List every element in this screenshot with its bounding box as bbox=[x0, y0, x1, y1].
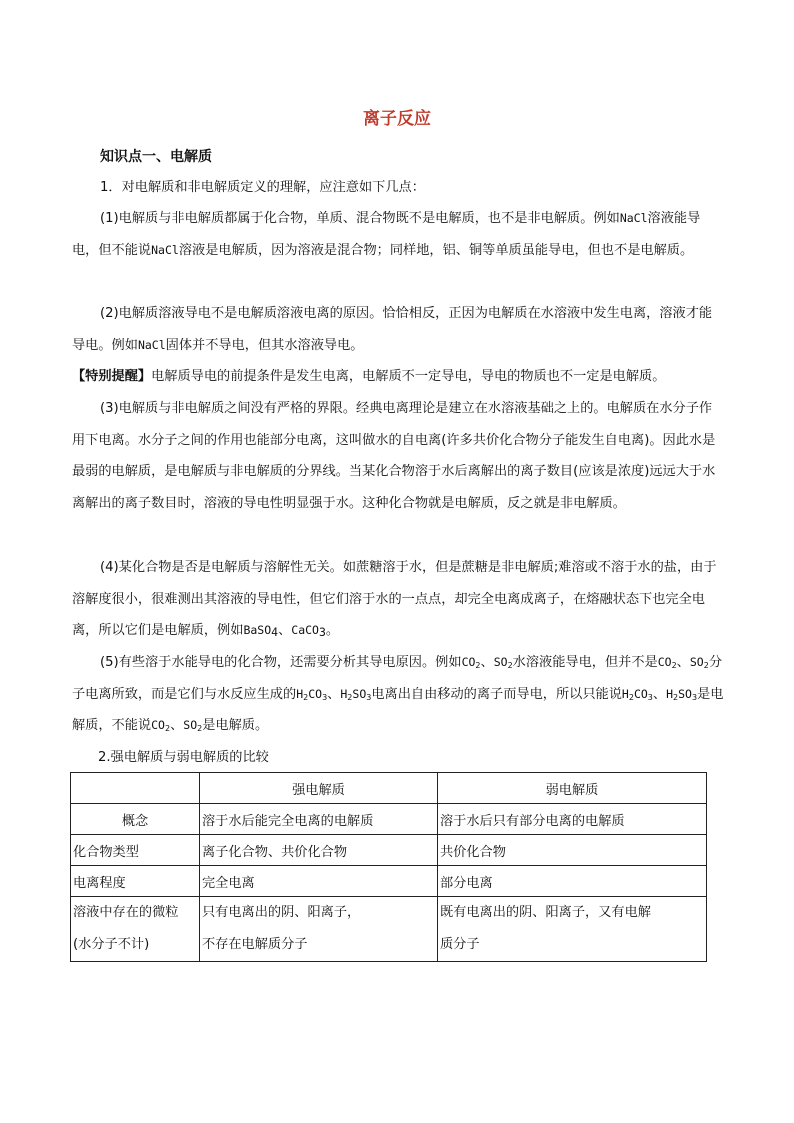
table-cell: 溶于水后只有部分电离的电解质 bbox=[438, 804, 707, 835]
table-cell: 既有电离出的阴、阳离子，又有电解 质分子 bbox=[438, 897, 707, 962]
paragraph-7: 2.强电解质与弱电解质的比较 bbox=[98, 750, 269, 765]
table-cell: 离子化合物、共价化合物 bbox=[200, 835, 438, 866]
table-cell: 部分电离 bbox=[438, 866, 707, 897]
table-header-cell: 强电解质 bbox=[200, 773, 438, 804]
section-heading: 知识点一、电解质 bbox=[100, 149, 212, 165]
table-header-cell bbox=[71, 773, 200, 804]
table-header-cell: 弱电解质 bbox=[438, 773, 707, 804]
paragraph-2: (1)电解质与非电解质都属于化合物，单质、混合物既不是电解质，也不是非电解质。例如NaCl溶液能导电，但不能说NaCl溶液是电解质，因为溶液是混合物；同样地，铝、铜等单质虽能导电，但也不是电解质。 bbox=[72, 211, 701, 258]
table-cell: 只有电离出的阴、阳离子， 不存在电解质分子 bbox=[200, 897, 438, 962]
paragraph-3: (2)电解质溶液导电不是电解质溶液电离的原因。恰恰相反，正因为电解质在水溶液中发生电离，溶液才能导电。例如NaCl固体并不导电，但其水溶液导电。 bbox=[72, 306, 713, 353]
table-cell: 溶液中存在的微粒 (水分子不计) bbox=[71, 897, 200, 962]
table-cell: 概念 bbox=[71, 804, 200, 835]
table-cell: 电离程度 bbox=[71, 866, 200, 897]
comparison-table bbox=[70, 772, 707, 962]
table-row bbox=[71, 804, 707, 835]
page-title: 离子反应 bbox=[363, 109, 431, 129]
special-note: 【特别提醒】电解质导电的前提条件是发生电离，电解质不一定导电，导电的物质也不一定是电解质。 bbox=[72, 369, 666, 384]
paragraph-6: (5)有些溶于水能导电的化合物，还需要分析其导电原因。例如$CO_2$、$SO_2$水溶液能导电，但并不是$CO_2$、$SO_2$分子电离所致，而是它们与水反应生成的$H_2CO_3$、$H_2SO_3$电离出自由移动的离子而导电，所以只能说$H_2CO_3$、$H_2SO_3$是电解质，不能说$CO_2$、$SO_2$是电解质。 bbox=[72, 655, 724, 733]
paragraph-5: (4)某化合物是否是电解质与溶解性无关。如蔗糖溶于水，但是蔗糖是非电解质;难溶或不溶于水的盐，由于溶解度很小，很难测出其溶液的导电性，但它们溶于水的一点点，却完全电离成离子，在熔融状态下也完全电离，所以它们是电解质，例如BaSO$_4$、CaCO$_3$。 bbox=[72, 560, 717, 639]
table-row bbox=[71, 897, 707, 962]
table-cell: 溶于水后能完全电离的电解质 bbox=[200, 804, 438, 835]
table-row bbox=[71, 866, 707, 897]
table-cell: 化合物类型 bbox=[71, 835, 200, 866]
paragraph-4: (3)电解质与非电解质之间没有严格的界限。经典电离理论是建立在水溶液基础之上的。电解质在水分子作用下电离。水分子之间的作用也能部分电离，这叫做水的自电离(许多共价化合物分子能发生自电离)。因此水是最弱的电解质，是电解质与非电解质的分界线。当某化合物溶于水后离解出的离子数目(应该是浓度)远远大于水离解出的离子数目时，溶液的导电性明显强于水。这种化合物就是电解质，反之就是非电解质。 bbox=[72, 401, 716, 511]
paragraph-1: 1．对电解质和非电解质定义的理解，应注意如下几点： bbox=[100, 180, 425, 195]
table-cell: 完全电离 bbox=[200, 866, 438, 897]
table-header-row bbox=[71, 773, 707, 804]
note-label: 【特别提醒】 bbox=[72, 369, 152, 384]
table-row bbox=[71, 835, 707, 866]
table-cell: 共价化合物 bbox=[438, 835, 707, 866]
